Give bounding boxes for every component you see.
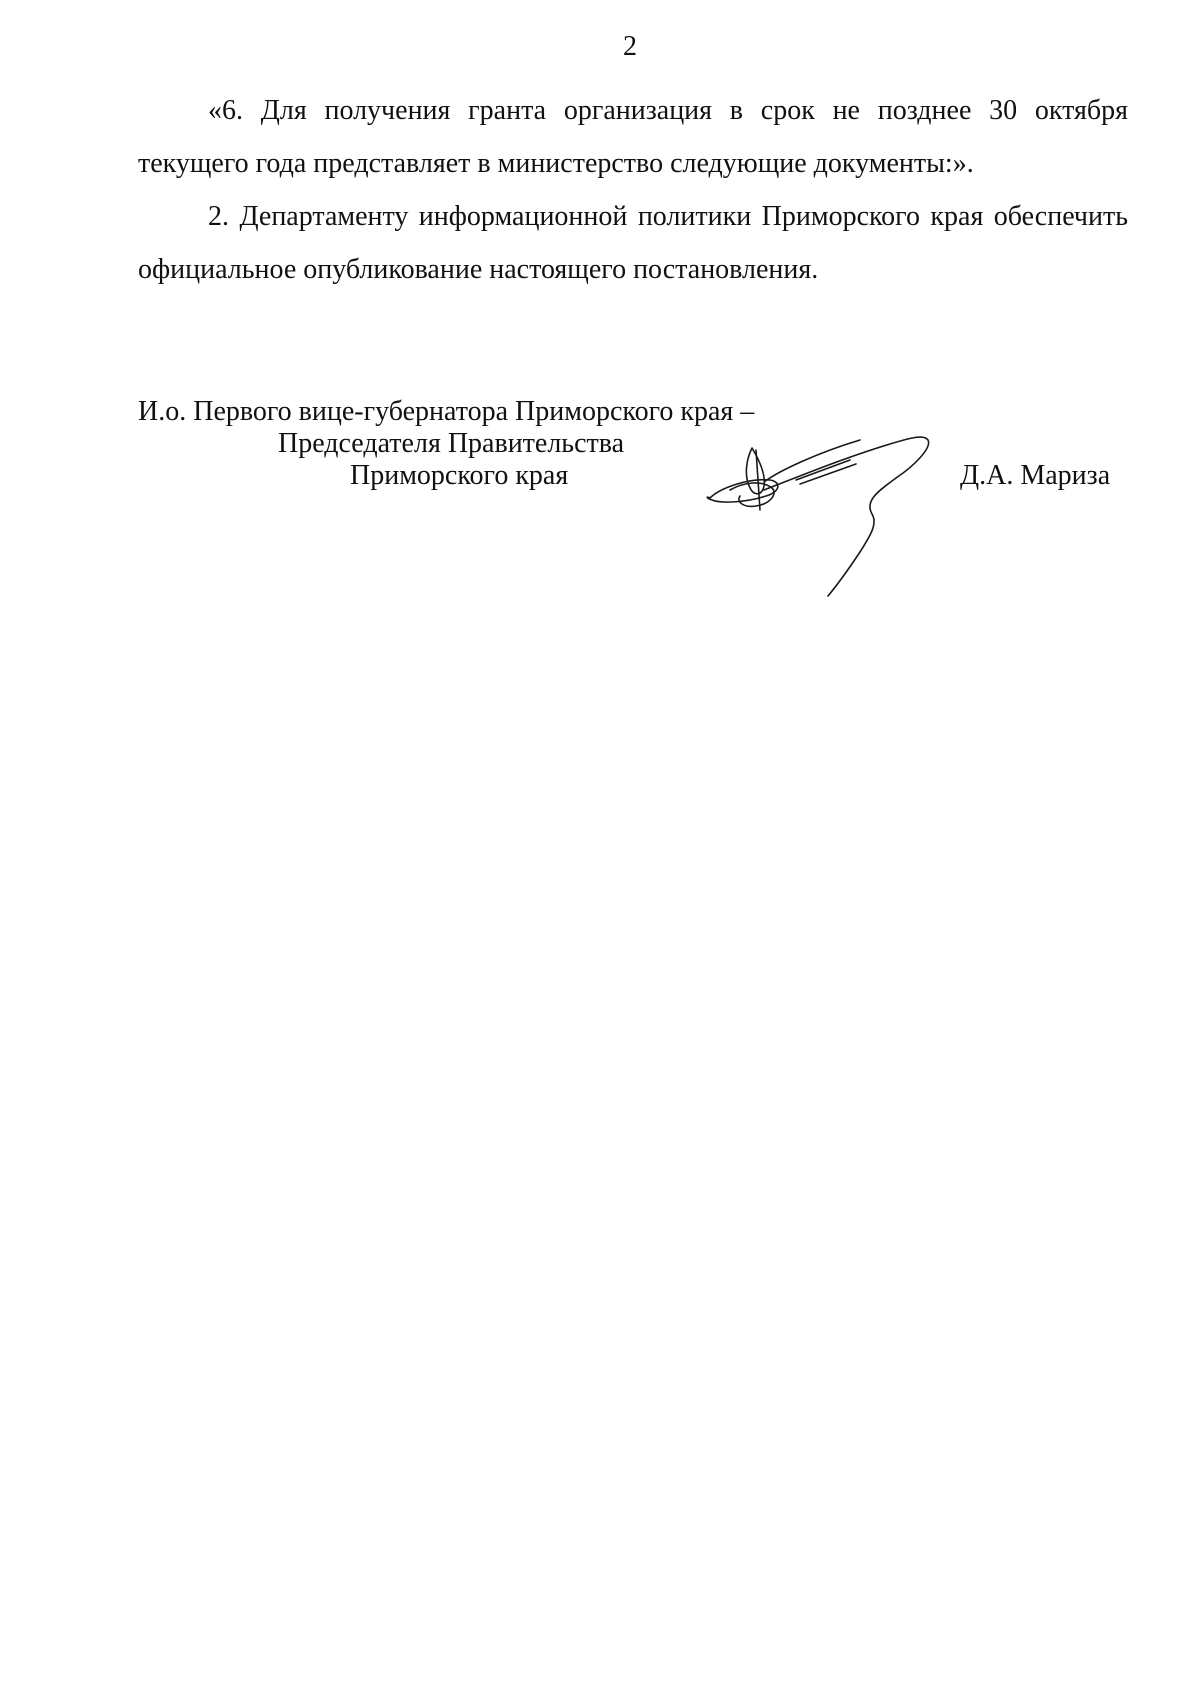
page-number: 2 bbox=[623, 31, 637, 62]
signer-title-line-2: Председателя Правительства bbox=[278, 428, 625, 459]
signer-title-line-3: Приморского края bbox=[350, 460, 569, 491]
paragraph-2: 2. Департаменту информационной политики Приморского края обеспечить официальное опубликование настоящего постановления. bbox=[138, 201, 1128, 285]
handwritten-signature bbox=[700, 420, 960, 600]
signer-title-line-1: И.о. Первого вице-губернатора Приморского края – bbox=[138, 396, 755, 427]
signer-name: Д.А. Мариза bbox=[960, 460, 1111, 491]
paragraph-1: «6. Для получения гранта организация в срок не позднее 30 октября текущего года представляет в министерство следующие документы:». bbox=[138, 95, 1128, 179]
